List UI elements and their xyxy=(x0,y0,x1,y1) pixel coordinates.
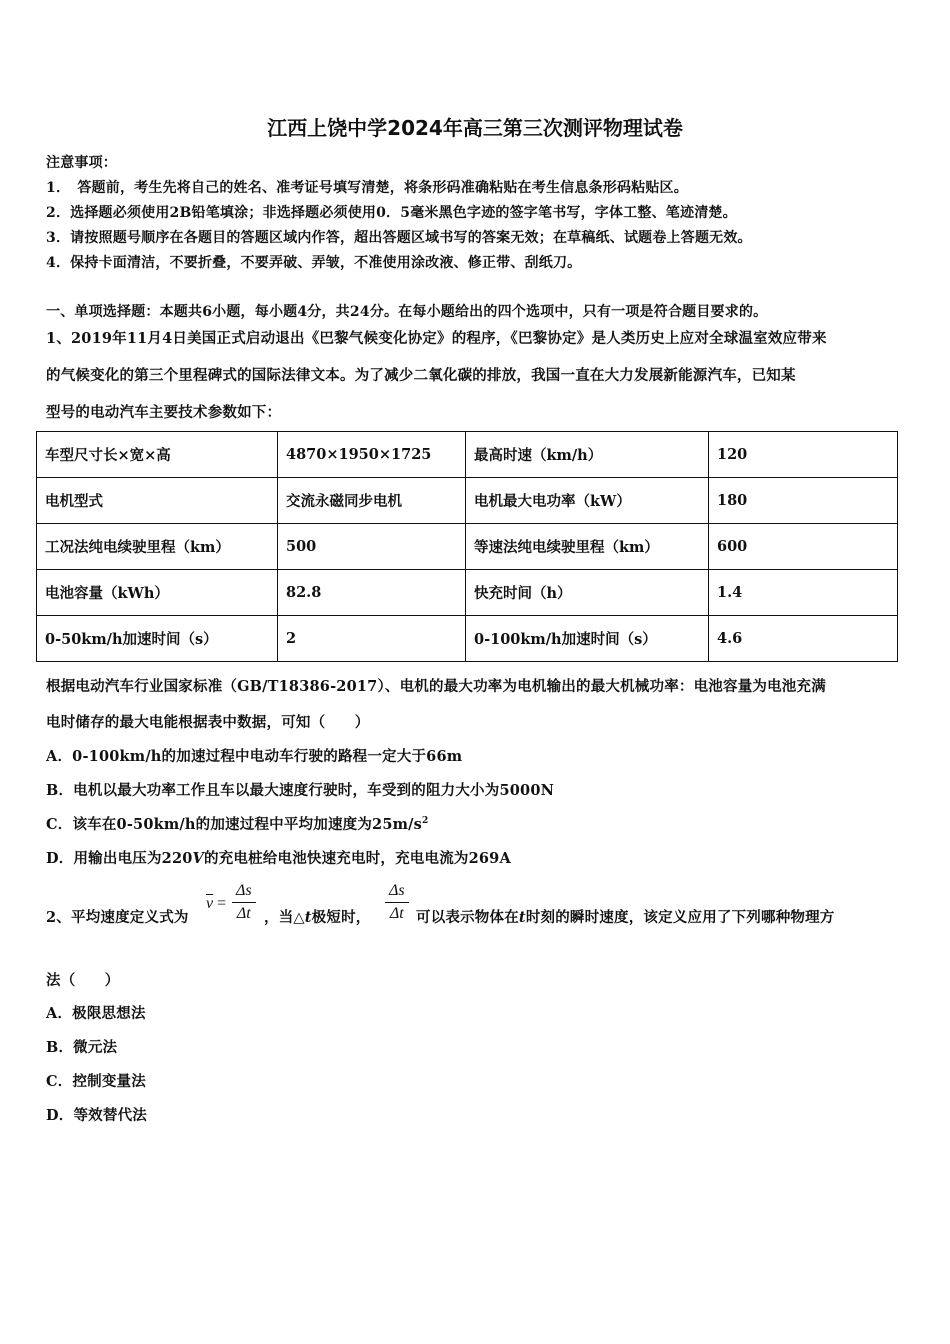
table-cell: 交流永磁同步电机 xyxy=(278,478,466,524)
unit-exponent: 2 xyxy=(422,816,429,826)
q1-option-b: B．电机以最大功率工作且车以最大速度行驶时，车受到的阻力大小为5000N xyxy=(46,782,555,799)
table-cell: 2 xyxy=(278,616,466,662)
q1-stem-line-1: 1、2019年11月4日美国正式启动退出《巴黎气候变化协定》的程序，《巴黎协定》是人类历史上应对全球温室效应带来 xyxy=(46,330,827,347)
section-heading: 一、单项选择题：本题共6小题，每小题4分，共24分。在每小题给出的四个选项中，只有一项是符合题目要求的。 xyxy=(46,304,768,320)
table-row xyxy=(37,524,898,570)
q2-option-a: A．极限思想法 xyxy=(46,1005,146,1022)
table-cell: 180 xyxy=(709,478,898,524)
notice-heading: 注意事项： xyxy=(46,155,117,171)
q1-after-line-2: 电时储存的最大电能根据表中数据，可知（ ） xyxy=(46,714,370,731)
q2-option-b: B．微元法 xyxy=(46,1039,118,1056)
table-cell: 82.8 xyxy=(278,570,466,616)
table-cell: 0-50km/h加速时间（s） xyxy=(37,616,278,662)
q2-stem-line-2: 法（ ） xyxy=(46,972,120,989)
table-row xyxy=(37,432,898,478)
table-cell: 电机型式 xyxy=(37,478,278,524)
q1-stem-line-2: 的气候变化的第三个里程碑式的国际法律文本。为了减少二氧化碳的排放，我国一直在大力发展新能源汽车，已知某 xyxy=(46,367,796,384)
v-bar-symbol: $\overline{v}$ = xyxy=(206,895,227,912)
q2-stem-suffix: 可以表示物体在t时刻的瞬时速度，该定义应用了下列哪种物理方 xyxy=(416,909,835,926)
table-row xyxy=(37,570,898,616)
q1-stem-line-3: 型号的电动汽车主要技术参数如下： xyxy=(46,404,282,421)
table-row xyxy=(37,478,898,524)
table-cell: 4.6 xyxy=(709,616,898,662)
table-cell: 车型尺寸长×宽×高 xyxy=(37,432,278,478)
notice-item-4: 4．保持卡面清洁，不要折叠，不要弄破、弄皱，不准使用涂改液、修正带、刮纸刀。 xyxy=(46,255,582,271)
table-cell: 0-100km/h加速时间（s） xyxy=(466,616,709,662)
page-title: 江西上饶中学2024年高三第三次测评物理试卷 xyxy=(267,116,683,140)
table-cell: 电机最大电功率（kW） xyxy=(466,478,709,524)
table-cell: 快充时间（h） xyxy=(466,570,709,616)
table-cell: 120 xyxy=(709,432,898,478)
vehicle-params-table xyxy=(36,431,898,662)
fraction-delta-s-over-delta-t-2: $\frac{\Delta s}{\Delta t}$ xyxy=(385,882,409,923)
table-cell: 最高时速（km/h） xyxy=(466,432,709,478)
table-cell: 等速法纯电续驶里程（km） xyxy=(466,524,709,570)
table-cell: 4870×1950×1725 xyxy=(278,432,466,478)
table-cell: 1.4 xyxy=(709,570,898,616)
fraction-delta-s-over-delta-t: $\frac{\Delta s}{\Delta t}$ xyxy=(232,882,256,923)
q1-option-a: A．0-100km/h的加速过程中电动车行驶的路程一定大于66m xyxy=(46,748,463,765)
q2-stem-prefix: 2、平均速度定义式为 xyxy=(46,909,189,926)
q2-option-c: C．控制变量法 xyxy=(46,1073,146,1090)
notice-item-1: 1． 答题前，考生先将自己的姓名、准考证号填写清楚，将条形码准确粘贴在考生信息条形码粘贴区。 xyxy=(46,180,688,196)
q2-option-d: D．等效替代法 xyxy=(46,1107,147,1124)
q1-option-d: D．用输出电压为220V的充电桩给电池快速充电时，充电电流为269A xyxy=(46,850,511,867)
q2-stem-mid: ，当△t极短时， xyxy=(264,909,371,926)
table-row xyxy=(37,616,898,662)
table-cell: 500 xyxy=(278,524,466,570)
notice-item-3: 3．请按照题号顺序在各题目的答题区域内作答，超出答题区域书写的答案无效；在草稿纸、试题卷上答题无效。 xyxy=(46,230,752,246)
q1-after-line-1: 根据电动汽车行业国家标准（GB/T18386-2017）、电机的最大功率为电机输出的最大机械功率：电池容量为电池充满 xyxy=(46,678,826,695)
table-cell: 电池容量（kWh） xyxy=(37,570,278,616)
table-cell: 工况法纯电续驶里程（km） xyxy=(37,524,278,570)
notice-item-2: 2．选择题必须使用2B铅笔填涂；非选择题必须使用0．5毫米黑色字迹的签字笔书写，字体工整、笔迹清楚。 xyxy=(46,205,737,221)
table-cell: 600 xyxy=(709,524,898,570)
q1-option-c: C．该车在0-50km/h的加速过程中平均加速度为$25m/s^2$ xyxy=(46,816,429,833)
